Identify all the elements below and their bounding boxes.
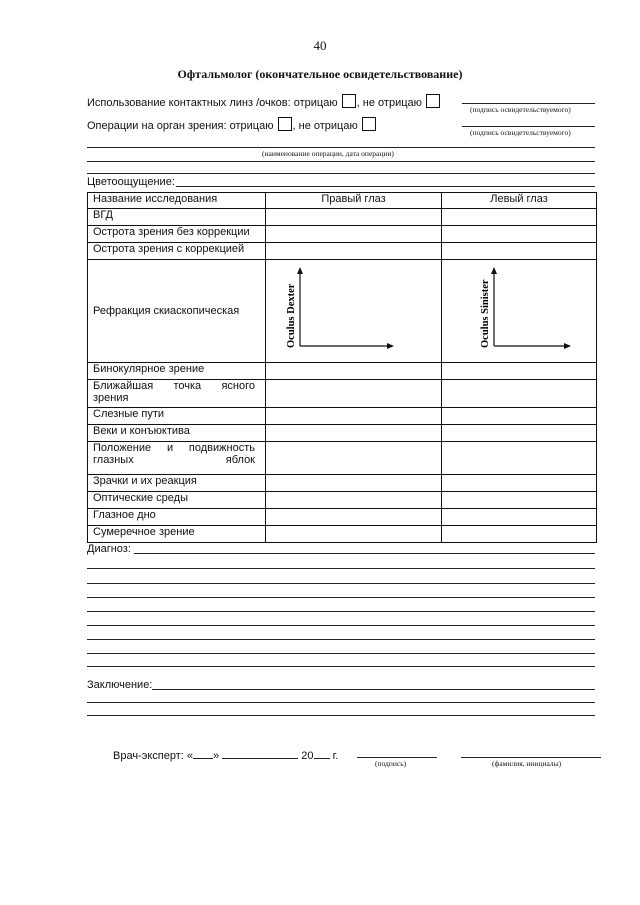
diagnosis-line-2[interactable] [87,568,595,569]
table-row [88,260,597,363]
expert-name-line[interactable] [461,757,601,758]
left-eye-cell[interactable] [442,492,597,509]
left-eye-axis-label: Oculus Sinister [480,279,491,348]
contact-lenses-label: Использование контактных линз /очков: [87,97,291,109]
right-eye-cell[interactable] [266,442,442,475]
diagnosis-line-1[interactable] [134,553,595,554]
right-eye-cell[interactable] [266,408,442,425]
expert-label: Врач-эксперт: « [113,750,193,762]
left-eye-up-arrow-icon [491,267,497,274]
eye-surgery-not-deny-checkbox[interactable] [362,117,376,131]
page-number: 40 [313,38,327,53]
expert-signature-caption: (подпись) [375,759,407,768]
contact-lenses-deny-label: отрицаю [293,97,338,109]
color-vision-label: Цветоощущение: [87,176,175,188]
diagnosis-line-3[interactable] [87,583,595,584]
table-row [88,226,597,243]
signature-line-1[interactable] [462,103,595,104]
table-row [88,442,597,475]
exam-table [87,192,597,543]
header-left-eye: Левый глаз [442,193,597,209]
row-label-fundus: Глазное дно [88,509,266,526]
row-label-eyelids: Веки и конъюктива [88,425,266,442]
row-label-acuity-corrected: Острота зрения с коррекцией [88,243,266,260]
left-eye-refraction-cell[interactable] [442,260,597,363]
table-header-row [88,193,597,209]
row-label-twilight-vision: Сумеречное зрение [88,526,266,543]
left-eye-cell[interactable] [442,425,597,442]
right-eye-cell[interactable] [266,475,442,492]
row-label-vgd: ВГД [88,209,266,226]
contact-lenses-not-deny-checkbox[interactable] [426,94,440,108]
year-field[interactable] [314,748,330,759]
right-eye-cell[interactable] [266,526,442,543]
signature-line-2[interactable] [462,126,595,127]
table-row [88,408,597,425]
page-title: Офтальмолог (окончательное освидетельствование) [177,67,463,81]
row-label-eyeball-position: Положение и подвижность глазных яблок [88,442,266,475]
expert-signature-line[interactable] [357,757,437,758]
table-row [88,425,597,442]
left-eye-cell[interactable] [442,209,597,226]
operation-line-3[interactable] [87,173,595,174]
left-eye-axis-diagram [442,260,596,362]
signature-caption-2: (подпись освидетельствуемого) [470,128,571,137]
row-label-tear-ducts: Слезные пути [88,408,266,425]
table-row [88,243,597,260]
table-row [88,526,597,543]
conclusion-line-2[interactable] [87,702,595,703]
right-eye-cell[interactable] [266,380,442,408]
diagnosis-line-7[interactable] [87,639,595,640]
header-test-name: Название исследования [88,193,266,209]
left-eye-cell[interactable] [442,226,597,243]
expert-name-caption: (фамилия, инициалы) [492,759,562,768]
right-eye-cell[interactable] [266,226,442,243]
right-eye-refraction-cell[interactable] [266,260,442,363]
operation-line-2[interactable] [87,161,595,162]
contact-lenses-question [87,94,441,109]
conclusion-line-1[interactable] [152,689,595,690]
eye-surgery-deny-checkbox[interactable] [278,117,292,131]
left-eye-cell[interactable] [442,380,597,408]
row-label-optical-media: Оптические среды [88,492,266,509]
contact-lenses-deny-checkbox[interactable] [342,94,356,108]
contact-lenses-not-deny-label: , не отрицаю [356,97,422,109]
year-prefix: 20 [301,750,314,762]
right-eye-up-arrow-icon [297,267,303,274]
row-label-pupils: Зрачки и их реакция [88,475,266,492]
eye-surgery-not-deny-label: , не отрицаю [292,120,358,132]
day-field[interactable] [193,748,213,759]
year-suffix: г. [332,750,339,762]
right-eye-cell[interactable] [266,509,442,526]
diagnosis-label: Диагноз: [87,543,131,555]
right-eye-cell[interactable] [266,209,442,226]
right-eye-cell[interactable] [266,363,442,380]
operation-line-1[interactable] [87,147,595,148]
month-field[interactable] [222,748,298,759]
left-eye-right-arrow-icon [564,343,571,349]
row-label-near-point: Ближайшая точка ясного зрения [88,380,266,408]
left-eye-cell[interactable] [442,408,597,425]
left-eye-cell[interactable] [442,243,597,260]
right-eye-axis-diagram [266,260,441,362]
table-row [88,475,597,492]
conclusion-line-3[interactable] [87,715,595,716]
left-eye-cell[interactable] [442,526,597,543]
table-row [88,363,597,380]
right-eye-cell[interactable] [266,243,442,260]
header-right-eye: Правый глаз [266,193,442,209]
row-label-acuity-uncorrected: Острота зрения без коррекции [88,226,266,243]
conclusion-label: Заключение: [87,679,153,691]
eye-surgery-deny-label: отрицаю [229,120,274,132]
left-eye-cell[interactable] [442,363,597,380]
right-eye-axis-label: Oculus Dexter [286,283,297,348]
table-row [88,492,597,509]
diagnosis-line-5[interactable] [87,611,595,612]
operation-caption: (наименование операции, дата операции) [262,149,394,158]
diagnosis-line-6[interactable] [87,625,595,626]
row-label-refraction: Рефракция скиаскопическая [88,260,266,363]
left-eye-cell[interactable] [442,442,597,475]
diagnosis-line-8[interactable] [87,653,595,654]
table-row [88,509,597,526]
table-row [88,380,597,408]
row-label-binocular: Бинокулярное зрение [88,363,266,380]
expert-signature-row [113,748,338,762]
eye-surgery-label: Операции на орган зрения: [87,120,227,132]
eye-surgery-question [87,117,377,132]
signature-caption-1: (подпись освидетельствуемого) [470,105,571,114]
left-eye-cell[interactable] [442,475,597,492]
quote-close: » [213,750,220,762]
right-eye-cell[interactable] [266,425,442,442]
right-eye-right-arrow-icon [387,343,394,349]
diagnosis-line-9[interactable] [87,666,595,667]
diagnosis-line-4[interactable] [87,597,595,598]
right-eye-cell[interactable] [266,492,442,509]
color-vision-line[interactable] [176,186,595,187]
table-row [88,209,597,226]
left-eye-cell[interactable] [442,509,597,526]
